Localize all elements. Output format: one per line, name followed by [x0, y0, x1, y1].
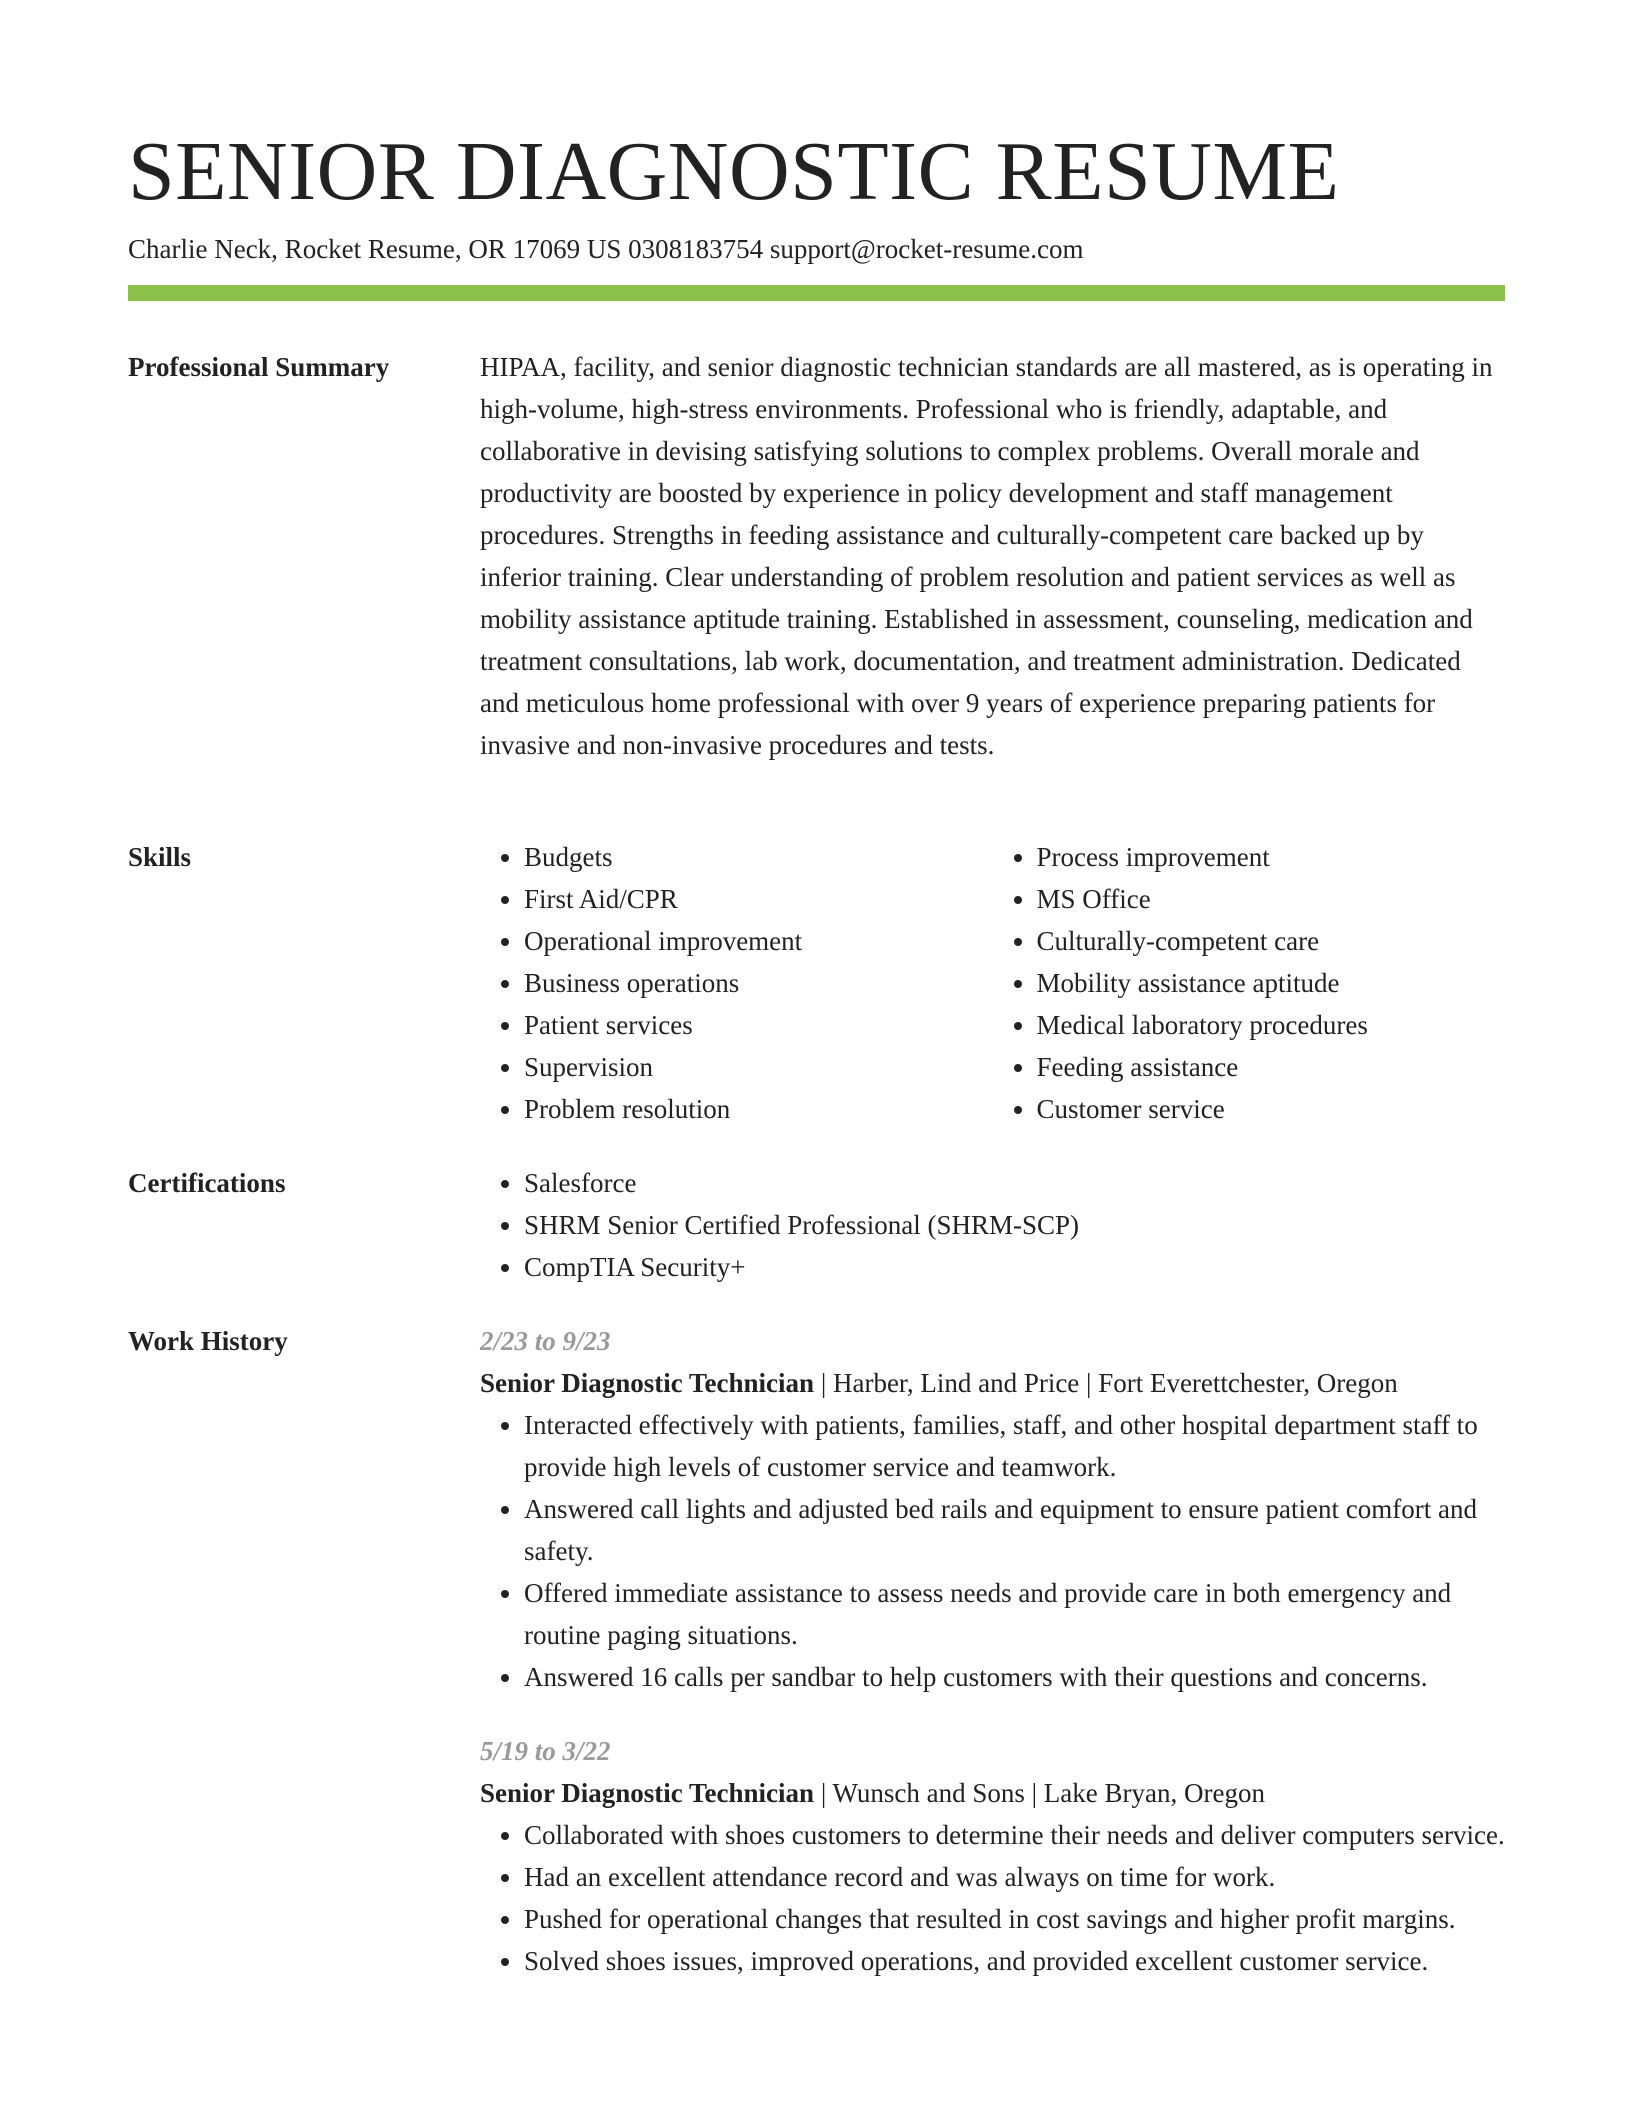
- resume-title: SENIOR DIAGNOSTIC RESUME: [128, 125, 1340, 218]
- list-item: • SHRM Senior Certified Professional (SHRM-SCP): [524, 1204, 1505, 1246]
- list-item: • Answered call lights and adjusted bed rails and equipment to ensure patient comfort and safety.: [524, 1488, 1505, 1572]
- skills-list-left: [480, 836, 993, 1130]
- list-item: • Supervision: [524, 1046, 993, 1088]
- certifications-label: Certifications: [128, 1168, 286, 1198]
- work-history-body: [480, 1320, 1505, 1982]
- list-item: • Process improvement: [1037, 836, 1506, 878]
- summary-body: [480, 346, 1505, 766]
- job-details: | Harber, Lind and Price | Fort Everettchester, Oregon: [814, 1368, 1398, 1398]
- list-item: • Customer service: [1037, 1088, 1506, 1130]
- list-item: • CompTIA Security+: [524, 1246, 1505, 1288]
- skills-list-right: [993, 836, 1506, 1130]
- list-item: • Culturally-competent care: [1037, 920, 1506, 962]
- list-item: • Medical laboratory procedures: [1037, 1004, 1506, 1046]
- skills-label: Skills: [128, 842, 192, 872]
- job-details: | Wunsch and Sons | Lake Bryan, Oregon: [814, 1778, 1265, 1808]
- job-date: 2/23 to 9/23: [480, 1326, 611, 1356]
- certifications-list: [480, 1162, 1505, 1288]
- list-item: • Offered immediate assistance to assess needs and provide care in both emergency and routine paging situations.: [524, 1572, 1505, 1656]
- list-item: • Budgets: [524, 836, 993, 878]
- list-item: • Feeding assistance: [1037, 1046, 1506, 1088]
- skills-body: [480, 836, 1505, 1130]
- list-item: • MS Office: [1037, 878, 1506, 920]
- accent-divider: [128, 285, 1505, 301]
- list-item: • Collaborated with shoes customers to determine their needs and deliver computers service.: [524, 1814, 1505, 1856]
- list-item: • Operational improvement: [524, 920, 993, 962]
- list-item: • Problem resolution: [524, 1088, 993, 1130]
- summary-text: HIPAA, facility, and senior diagnostic technician standards are all mastered, as is operating in high-volume, high-stress environments. Professional who is friendly, adaptable, and collaborative in devising satisfying solutions to complex problems. Overall morale and productivity are boosted by experience in policy development and staff management procedures. Strengths in feeding assistance and culturally-competent care backed up by inferior training. Clear understanding of problem resolution and patient services as well as mobility assistance aptitude training. Established in assessment, counseling, medication and treatment consultations, lab work, documentation, and treatment administration. Dedicated and meticulous home professional with over 9 years of experience preparing patients for invasive and non-invasive procedures and tests.: [480, 352, 1493, 760]
- list-item: • Business operations: [524, 962, 993, 1004]
- job-entry: [480, 1320, 1505, 1698]
- list-item: • Solved shoes issues, improved operations, and provided excellent customer service.: [524, 1940, 1505, 1982]
- job-heading: [480, 1362, 1505, 1404]
- list-item: • Pushed for operational changes that resulted in cost savings and higher profit margins.: [524, 1898, 1505, 1940]
- list-item: • Had an excellent attendance record and was always on time for work.: [524, 1856, 1505, 1898]
- job-bullets: [480, 1404, 1505, 1698]
- list-item: • Answered 16 calls per sandbar to help customers with their questions and concerns.: [524, 1656, 1505, 1698]
- job-entry: [480, 1730, 1505, 1982]
- list-item: • Salesforce: [524, 1162, 1505, 1204]
- contact-line: Charlie Neck, Rocket Resume, OR 17069 US 0308183754 support@rocket-resume.com: [128, 234, 1084, 264]
- job-title: Senior Diagnostic Technician: [480, 1778, 815, 1808]
- list-item: • Interacted effectively with patients, families, staff, and other hospital department staff to provide high levels of customer service and teamwork.: [524, 1404, 1505, 1488]
- list-item: • First Aid/CPR: [524, 878, 993, 920]
- job-date: 5/19 to 3/22: [480, 1736, 611, 1766]
- work-history-label: Work History: [128, 1326, 288, 1356]
- list-item: • Mobility assistance aptitude: [1037, 962, 1506, 1004]
- job-title: Senior Diagnostic Technician: [480, 1368, 815, 1398]
- certifications-body: [480, 1162, 1505, 1288]
- job-heading: [480, 1772, 1505, 1814]
- job-bullets: [480, 1814, 1505, 1982]
- list-item: • Patient services: [524, 1004, 993, 1046]
- summary-label: Professional Summary: [128, 352, 390, 382]
